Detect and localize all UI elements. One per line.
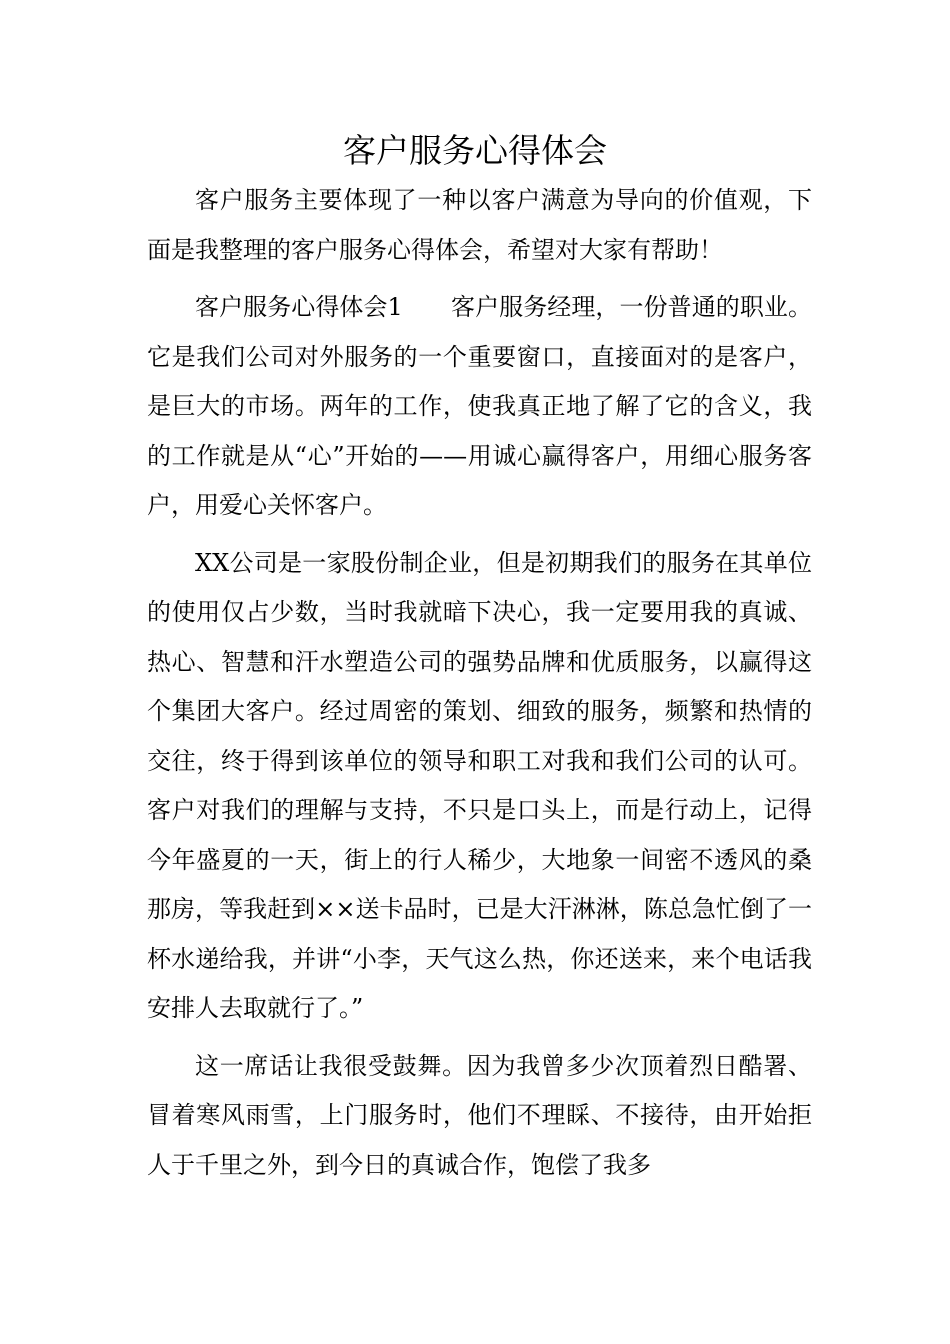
paragraph-intro: 客户服务主要体现了一种以客户满意为导向的价值观，下面是我整理的客户服务心得体会，希望对大家有帮助！ [147, 186, 812, 264]
paragraph-company-story: XX公司是一家股份制企业，但是初期我们的服务在其单位的使用仅占少数，当时我就暗下决心，我一定要用我的真诚、热心、智慧和汗水塑造公司的强势品牌和优质服务，以赢得这个集团大客户。经过周密的策划、细致的服务，频繁和热情的交往，终于得到该单位的领导和职工对我和我们公司的认可。客户对我们的理解与支持，不只是口头上，而是行动上，记得今年盛夏的一天，街上的行人稀少，大地象一间密不透风的桑那房，等我赶到××送卡品时，已是大汗淋淋，陈总急忙倒了一杯水递给我，并讲“小李，天气这么热，你还送来，来个电话我安排人去取就行了。” [147, 548, 812, 1022]
paragraph-section-1: 客户服务心得体会1 客户服务经理，一份普通的职业。它是我们公司对外服务的一个重要窗口，直接面对的是客户，是巨大的市场。两年的工作，使我真正地了解了它的含义，我的工作就是从“心”开始的——用诚心赢得客户，用细心服务客户，用爱心关怀客户。 [147, 293, 812, 519]
paragraph-encouragement: 这一席话让我很受鼓舞。因为我曾多少次顶着烈日酷署、冒着寒风雨雪，上门服务时，他们不理睬、不接待，由开始拒人于千里之外，到今日的真诚合作，饱偿了我多 [147, 1051, 812, 1179]
document-title: 客户服务心得体会 [343, 131, 607, 170]
document-body [147, 176, 812, 1190]
